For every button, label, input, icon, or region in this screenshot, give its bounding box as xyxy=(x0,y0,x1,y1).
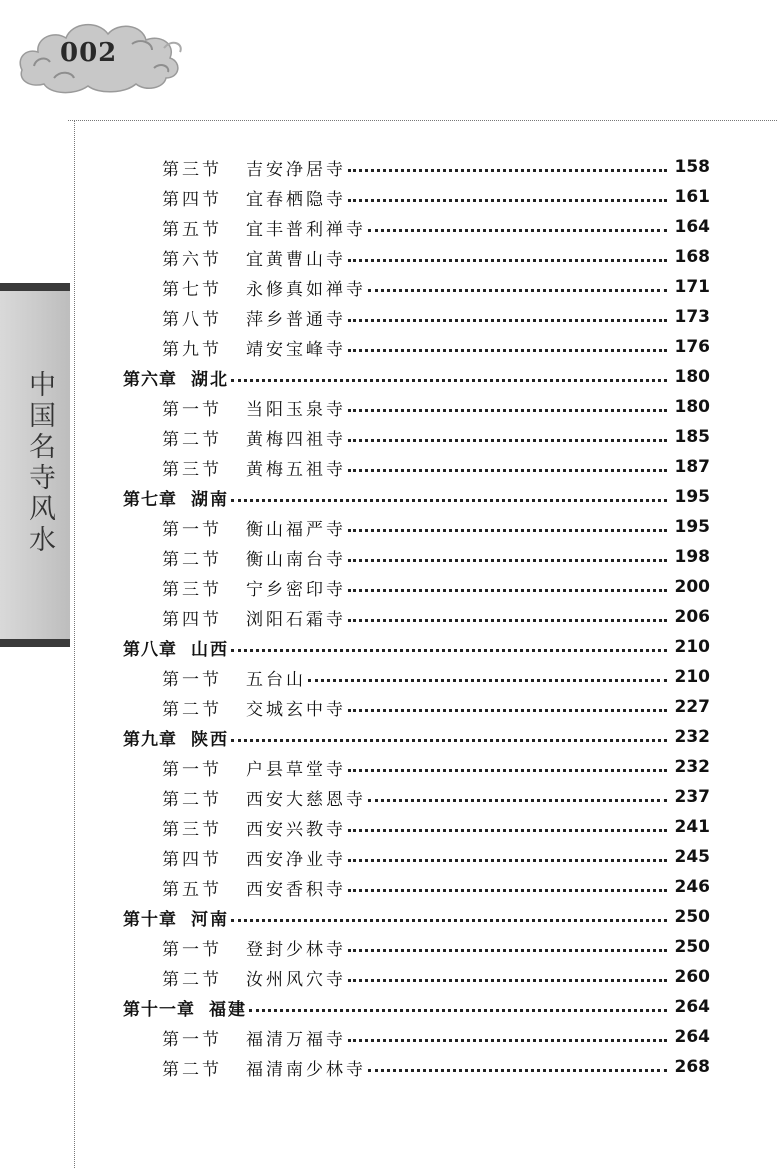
book-title-vertical: 中国名寺风水 xyxy=(24,370,55,556)
chapter-title: 河南 xyxy=(191,909,229,930)
dot-leader xyxy=(231,499,667,502)
dot-leader xyxy=(231,649,667,652)
toc-section-row xyxy=(162,572,710,602)
dot-leader xyxy=(348,589,667,592)
section-title: 福清万福寺 xyxy=(246,1029,346,1050)
section-label: 第二节 xyxy=(162,549,222,570)
dot-leader xyxy=(348,829,667,832)
dot-leader xyxy=(348,769,667,772)
section-label: 第六节 xyxy=(162,249,222,270)
section-label: 第四节 xyxy=(162,609,222,630)
section-title: 衡山福严寺 xyxy=(246,519,346,540)
dot-leader xyxy=(231,919,667,922)
page-ref: 250 xyxy=(674,937,710,957)
section-label: 第二节 xyxy=(162,969,222,990)
toc-section-row xyxy=(162,932,710,962)
toc-chapter-row xyxy=(123,482,710,512)
toc-section-row xyxy=(162,512,710,542)
page-ref: 173 xyxy=(674,307,710,327)
toc-chapter-row xyxy=(123,362,710,392)
page-ref: 245 xyxy=(674,847,710,867)
toc-section-row xyxy=(162,962,710,992)
toc-chapter-row xyxy=(123,722,710,752)
section-title: 交城玄中寺 xyxy=(246,699,346,720)
page-ref: 171 xyxy=(674,277,710,297)
toc-section-row xyxy=(162,692,710,722)
section-title: 萍乡普通寺 xyxy=(246,309,346,330)
section-title: 西安大慈恩寺 xyxy=(246,789,366,810)
dot-leader xyxy=(368,1069,667,1072)
section-label: 第三节 xyxy=(162,579,222,600)
toc-chapter-row xyxy=(123,902,710,932)
dot-leader xyxy=(348,319,667,322)
section-label: 第三节 xyxy=(162,819,222,840)
page-ref: 161 xyxy=(674,187,710,207)
dot-leader xyxy=(348,619,667,622)
dot-leader xyxy=(231,739,667,742)
page-ref: 168 xyxy=(674,247,710,267)
dot-leader xyxy=(348,169,667,172)
dot-leader xyxy=(348,409,667,412)
page-ref: 210 xyxy=(674,637,710,657)
section-label: 第八节 xyxy=(162,309,222,330)
dot-leader xyxy=(249,1009,667,1012)
page-number: 002 xyxy=(60,38,118,68)
chapter-title: 山西 xyxy=(191,639,229,660)
page-ref: 264 xyxy=(674,1027,710,1047)
dot-leader xyxy=(348,859,667,862)
toc-section-row xyxy=(162,212,710,242)
section-title: 五台山 xyxy=(246,669,306,690)
toc-section-row xyxy=(162,332,710,362)
page-ref: 227 xyxy=(674,697,710,717)
toc-section-row xyxy=(162,1022,710,1052)
page-ref: 210 xyxy=(674,667,710,687)
toc-section-row xyxy=(162,452,710,482)
section-title: 衡山南台寺 xyxy=(246,549,346,570)
section-label: 第七节 xyxy=(162,279,222,300)
section-title: 福清南少林寺 xyxy=(246,1059,366,1080)
dot-leader xyxy=(348,889,667,892)
section-title: 宜黄曹山寺 xyxy=(246,249,346,270)
page-ref: 176 xyxy=(674,337,710,357)
section-title: 西安香积寺 xyxy=(246,879,346,900)
section-label: 第一节 xyxy=(162,669,222,690)
section-title: 宁乡密印寺 xyxy=(246,579,346,600)
chapter-title: 湖北 xyxy=(191,369,229,390)
page-ref: 187 xyxy=(674,457,710,477)
dot-leader xyxy=(231,379,667,382)
frame-top-border xyxy=(68,120,777,121)
section-title: 西安兴教寺 xyxy=(246,819,346,840)
chapter-label: 第七章 xyxy=(123,489,177,510)
page-ref: 200 xyxy=(674,577,710,597)
toc-section-row xyxy=(162,782,710,812)
toc-section-row xyxy=(162,152,710,182)
section-label: 第三节 xyxy=(162,459,222,480)
section-title: 户县草堂寺 xyxy=(246,759,346,780)
page-ref: 260 xyxy=(674,967,710,987)
chapter-label: 第八章 xyxy=(123,639,177,660)
section-title: 西安净业寺 xyxy=(246,849,346,870)
toc-section-row xyxy=(162,1052,710,1082)
section-label: 第一节 xyxy=(162,1029,222,1050)
dot-leader xyxy=(348,709,667,712)
dot-leader xyxy=(308,679,667,682)
page-ref: 206 xyxy=(674,607,710,627)
toc-section-row xyxy=(162,872,710,902)
section-label: 第四节 xyxy=(162,849,222,870)
toc-section-row xyxy=(162,542,710,572)
toc-section-row xyxy=(162,812,710,842)
section-title: 登封少林寺 xyxy=(246,939,346,960)
dot-leader xyxy=(348,349,667,352)
page-ref: 268 xyxy=(674,1057,710,1077)
chapter-label: 第九章 xyxy=(123,729,177,750)
page-ref: 164 xyxy=(674,217,710,237)
section-title: 宜丰普利禅寺 xyxy=(246,219,366,240)
section-label: 第九节 xyxy=(162,339,222,360)
toc-section-row xyxy=(162,302,710,332)
dot-leader xyxy=(348,469,667,472)
section-title: 黄梅五祖寺 xyxy=(246,459,346,480)
section-title: 当阳玉泉寺 xyxy=(246,399,346,420)
section-label: 第二节 xyxy=(162,1059,222,1080)
toc-section-row xyxy=(162,242,710,272)
page-ref: 264 xyxy=(674,997,710,1017)
section-label: 第二节 xyxy=(162,429,222,450)
section-label: 第一节 xyxy=(162,939,222,960)
section-label: 第二节 xyxy=(162,789,222,810)
section-label: 第一节 xyxy=(162,399,222,420)
page-ref: 180 xyxy=(674,367,710,387)
section-label: 第一节 xyxy=(162,519,222,540)
chapter-title: 陕西 xyxy=(191,729,229,750)
page-ref: 195 xyxy=(674,487,710,507)
page-ref: 232 xyxy=(674,757,710,777)
section-title: 汝州风穴寺 xyxy=(246,969,346,990)
section-title: 黄梅四祖寺 xyxy=(246,429,346,450)
toc-section-row xyxy=(162,272,710,302)
section-label: 第五节 xyxy=(162,879,222,900)
page-ref: 158 xyxy=(674,157,710,177)
section-title: 靖安宝峰寺 xyxy=(246,339,346,360)
page-ref: 232 xyxy=(674,727,710,747)
chapter-title: 湖南 xyxy=(191,489,229,510)
dot-leader xyxy=(348,559,667,562)
page-ref: 241 xyxy=(674,817,710,837)
toc-section-row xyxy=(162,602,710,632)
section-label: 第五节 xyxy=(162,219,222,240)
section-label: 第二节 xyxy=(162,699,222,720)
toc-section-row xyxy=(162,182,710,212)
toc-section-row xyxy=(162,752,710,782)
page-ref: 180 xyxy=(674,397,710,417)
page-ref: 198 xyxy=(674,547,710,567)
dot-leader xyxy=(348,949,667,952)
toc-section-row xyxy=(162,392,710,422)
dot-leader xyxy=(368,229,667,232)
chapter-label: 第十章 xyxy=(123,909,177,930)
page-ref: 237 xyxy=(674,787,710,807)
page-ref: 250 xyxy=(674,907,710,927)
toc-chapter-row xyxy=(123,632,710,662)
frame-left-border xyxy=(74,120,75,1168)
section-label: 第三节 xyxy=(162,159,222,180)
section-title: 宜春栖隐寺 xyxy=(246,189,346,210)
chapter-label: 第六章 xyxy=(123,369,177,390)
section-label: 第四节 xyxy=(162,189,222,210)
dot-leader xyxy=(368,799,667,802)
chapter-label: 第十一章 xyxy=(123,999,195,1020)
dot-leader xyxy=(348,199,667,202)
dot-leader xyxy=(348,439,667,442)
dot-leader xyxy=(348,529,667,532)
chapter-title: 福建 xyxy=(209,999,247,1020)
toc-section-row xyxy=(162,422,710,452)
page-ref: 246 xyxy=(674,877,710,897)
dot-leader xyxy=(348,1039,667,1042)
section-label: 第一节 xyxy=(162,759,222,780)
dot-leader xyxy=(348,259,667,262)
toc-chapter-row xyxy=(123,992,710,1022)
section-title: 永修真如禅寺 xyxy=(246,279,366,300)
page-ref: 185 xyxy=(674,427,710,447)
section-title: 浏阳石霜寺 xyxy=(246,609,346,630)
page-ref: 195 xyxy=(674,517,710,537)
section-title: 吉安净居寺 xyxy=(246,159,346,180)
dot-leader xyxy=(368,289,667,292)
dot-leader xyxy=(348,979,667,982)
toc-section-row xyxy=(162,662,710,692)
toc-section-row xyxy=(162,842,710,872)
